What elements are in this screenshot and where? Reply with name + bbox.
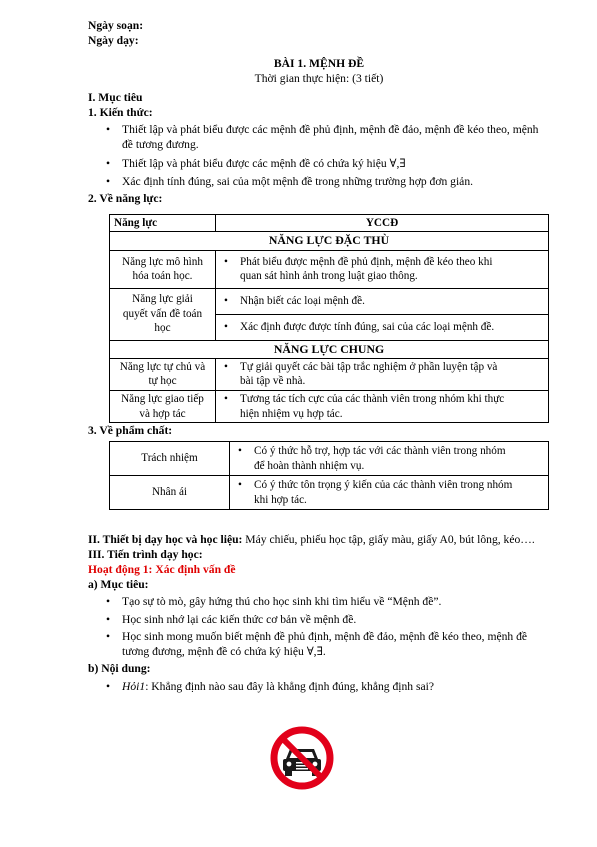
section-kien-thuc: 1. Kiến thức:	[88, 106, 153, 120]
list-item: • Hỏi1: Khẳng định nào sau đây là khẳng định đúng, khẳng định sai?	[106, 679, 597, 694]
no-cars-sign-icon	[270, 726, 334, 790]
list-item: • Học sinh nhớ lại các kiến thức cơ bản về mệnh đề.	[106, 612, 597, 627]
kien-thuc-list	[106, 122, 597, 188]
lesson-title: BÀI 1. MỆNH ĐỀ	[273, 57, 365, 71]
ngay-soan: Ngày soạn:	[88, 19, 144, 32]
a-muc-tieu-list	[106, 594, 597, 658]
section-nang-luc-dac-thu: NĂNG LỰC ĐẶC THÙ	[110, 232, 549, 250]
list-item: • Học sinh mong muốn biết mệnh đề phủ định, mệnh đề đảo, mệnh đề kéo theo, mệnh đề tương đương, mệnh đề có chứa ký hiệu ∀,∃.	[106, 629, 597, 659]
section-a-muc-tieu: a) Mục tiêu:	[88, 578, 149, 592]
lesson-duration: Thời gian thực hiện: (3 tiết)	[254, 72, 384, 86]
nang-luc-table	[109, 214, 549, 423]
list-item: • Xác định tính đúng, sai của một mệnh đề trong những trường hợp đơn giản.	[106, 174, 597, 189]
section-muc-tieu: I. Mục tiêu	[88, 91, 143, 105]
table-row: Nhân ái • Có ý thức tôn trọng ý kiến của các thành viên trong nhóm khi hợp tác.	[110, 476, 549, 510]
table-row: Năng lực giao tiếp và hợp tác • Tương tác tích cực của các thành viên trong nhóm khi thực hiện nhiệm vụ hợp tác.	[110, 391, 549, 423]
section-b-noi-dung: b) Nội dung:	[88, 661, 151, 675]
table-row: Trách nhiệm • Có ý thức hỗ trợ, hợp tác với các thành viên trong nhóm để hoàn thành nhiệm vụ.	[110, 442, 549, 476]
pham-chat-table	[109, 441, 549, 510]
section-thiet-bi: II. Thiết bị dạy học và học liệu: Máy chiếu, phiếu học tập, giấy màu, giấy A0, bút lông, kéo….	[88, 533, 535, 547]
table-header-yccd: YCCĐ	[216, 214, 549, 232]
list-item: • Thiết lập và phát biểu được các mệnh đề có chứa ký hiệu ∀,∃	[106, 156, 597, 171]
table-row: Năng lực mô hình hóa toán học. • Phát biểu được mệnh đề phủ định, mệnh đề kéo theo khi quan sát hình ảnh trong luật giao thông.	[110, 250, 549, 288]
table-row: • Xác định được được tính đúng, sai của các loại mệnh đề.	[110, 314, 549, 340]
table-header-nang-luc: Năng lực	[110, 214, 216, 232]
table-row: Năng lực tự chủ và tự học • Tự giải quyết các bài tập trắc nghiệm ở phần luyện tập và bài tập về nhà.	[110, 358, 549, 390]
section-tien-trinh: III. Tiến trình dạy học:	[88, 548, 203, 562]
section-nang-luc: 2. Về năng lực:	[88, 191, 163, 205]
ngay-day: Ngày dạy:	[88, 34, 139, 48]
list-item: • Tạo sự tò mò, gây hứng thú cho học sinh khi tìm hiểu về “Mệnh đề”.	[106, 594, 597, 609]
hoat-dong-1-heading: Hoạt động 1: Xác định vấn đề	[88, 563, 236, 577]
section-pham-chat: 3. Về phẩm chất:	[88, 424, 173, 438]
list-item: • Thiết lập và phát biểu được các mệnh đề phủ định, mệnh đề đảo, mệnh đề kéo theo, mệnh đề tương đương.	[106, 122, 597, 152]
b-noi-dung-list	[106, 679, 597, 694]
section-nang-luc-chung: NĂNG LỰC CHUNG	[110, 340, 549, 358]
table-row: Năng lực giải quyết vấn đề toán học • Nhận biết các loại mệnh đề.	[110, 288, 549, 314]
